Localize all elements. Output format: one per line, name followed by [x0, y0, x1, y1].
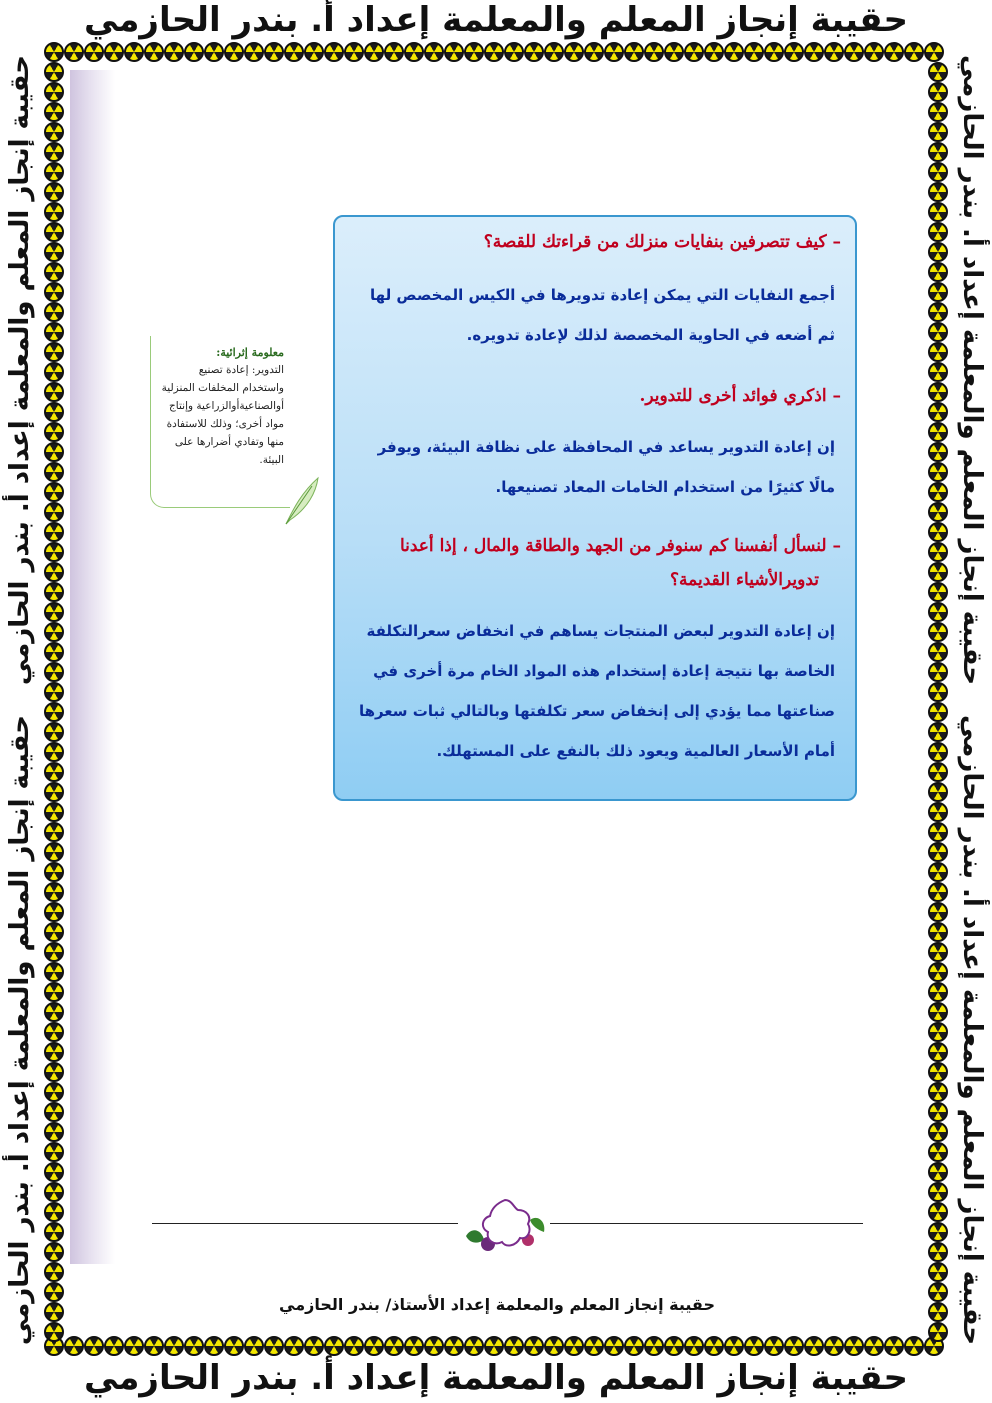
- radiation-symbol-icon: [204, 1336, 224, 1356]
- radiation-symbol-icon: [928, 922, 948, 942]
- radiation-symbol-icon: [44, 862, 64, 882]
- radiation-symbol-icon: [928, 142, 948, 162]
- radiation-symbol-icon: [864, 1336, 884, 1356]
- radiation-symbol-icon: [484, 42, 504, 62]
- radiation-symbol-icon: [44, 402, 64, 422]
- radiation-symbol-icon: [928, 722, 948, 742]
- radiation-symbol-icon: [928, 442, 948, 462]
- radiation-symbol-icon: [928, 1022, 948, 1042]
- radiation-symbol-icon: [928, 1202, 948, 1222]
- top-dot-border: [44, 42, 944, 62]
- radiation-symbol-icon: [544, 1336, 564, 1356]
- radiation-symbol-icon: [304, 42, 324, 62]
- radiation-symbol-icon: [724, 42, 744, 62]
- radiation-symbol-icon: [44, 982, 64, 1002]
- radiation-symbol-icon: [904, 42, 924, 62]
- answer-3-line-4: أمام الأسعار العالمية ويعود ذلك بالنفع على المستهلك.: [436, 742, 835, 760]
- radiation-symbol-icon: [664, 1336, 684, 1356]
- radiation-symbol-icon: [928, 162, 948, 182]
- radiation-symbol-icon: [928, 582, 948, 602]
- radiation-symbol-icon: [904, 1336, 924, 1356]
- radiation-symbol-icon: [928, 82, 948, 102]
- radiation-symbol-icon: [44, 742, 64, 762]
- radiation-symbol-icon: [584, 42, 604, 62]
- left-dot-border: [44, 62, 64, 1342]
- radiation-symbol-icon: [44, 302, 64, 322]
- radiation-symbol-icon: [764, 42, 784, 62]
- radiation-symbol-icon: [224, 1336, 244, 1356]
- radiation-symbol-icon: [104, 42, 124, 62]
- side-banner-text: حقيبة إنجاز المعلم والمعلمة إعداد أ. بندر الحازمي: [5, 54, 35, 686]
- radiation-symbol-icon: [928, 1282, 948, 1302]
- radiation-symbol-icon: [704, 1336, 724, 1356]
- radiation-symbol-icon: [44, 422, 64, 442]
- answer-1-line-1: أجمع النفايات التي يمكن إعادة تدويرها في الكيس المخصص لها: [370, 286, 835, 304]
- radiation-symbol-icon: [344, 1336, 364, 1356]
- radiation-symbol-icon: [884, 42, 904, 62]
- radiation-symbol-icon: [444, 42, 464, 62]
- radiation-symbol-icon: [844, 42, 864, 62]
- radiation-symbol-icon: [44, 802, 64, 822]
- radiation-symbol-icon: [928, 522, 948, 542]
- radiation-symbol-icon: [544, 42, 564, 62]
- radiation-symbol-icon: [44, 1062, 64, 1082]
- radiation-symbol-icon: [928, 642, 948, 662]
- radiation-symbol-icon: [764, 1336, 784, 1356]
- radiation-symbol-icon: [928, 62, 948, 82]
- info-note-body: التدوير: إعادة تصنيع واستخدام المخلفات المنزلية أوالصناعيةأوالزراعية وإنتاج مواد أخرى؛ وذلك للاستفادة منها وتفادي أضرارها على البيئة.: [161, 364, 284, 466]
- radiation-symbol-icon: [928, 902, 948, 922]
- radiation-symbol-icon: [928, 842, 948, 862]
- radiation-symbol-icon: [44, 1162, 64, 1182]
- radiation-symbol-icon: [464, 42, 484, 62]
- radiation-symbol-icon: [44, 1242, 64, 1262]
- right-side-banner: [952, 40, 992, 1360]
- radiation-symbol-icon: [928, 182, 948, 202]
- answer-3-line-1: إن إعادة التدوير لبعض المنتجات يساهم في انخفاض سعرالتكلفة: [366, 622, 835, 640]
- radiation-symbol-icon: [44, 522, 64, 542]
- radiation-symbol-icon: [44, 442, 64, 462]
- radiation-symbol-icon: [844, 1336, 864, 1356]
- question-3-line-2: تدويرالأشياء القديمة؟: [670, 570, 819, 590]
- radiation-symbol-icon: [44, 1302, 64, 1322]
- radiation-symbol-icon: [44, 162, 64, 182]
- divider-left: [152, 1223, 458, 1224]
- radiation-symbol-icon: [44, 662, 64, 682]
- radiation-symbol-icon: [44, 642, 64, 662]
- radiation-symbol-icon: [928, 482, 948, 502]
- answer-3-line-3: صناعتها مما يؤدي إلى إنخفاض سعر تكلفتها وبالتالي ثبات سعرها: [358, 702, 835, 720]
- radiation-symbol-icon: [928, 1062, 948, 1082]
- radiation-symbol-icon: [384, 42, 404, 62]
- radiation-symbol-icon: [344, 42, 364, 62]
- radiation-symbol-icon: [604, 42, 624, 62]
- radiation-symbol-icon: [44, 1322, 64, 1342]
- radiation-symbol-icon: [928, 342, 948, 362]
- radiation-symbol-icon: [928, 662, 948, 682]
- answer-2-line-2: مالًا كثيرًا من استخدام الخامات المعاد تصنيعها.: [495, 478, 835, 496]
- radiation-symbol-icon: [928, 1242, 948, 1262]
- radiation-symbol-icon: [264, 1336, 284, 1356]
- radiation-symbol-icon: [44, 962, 64, 982]
- radiation-symbol-icon: [44, 542, 64, 562]
- radiation-symbol-icon: [224, 42, 244, 62]
- radiation-symbol-icon: [928, 222, 948, 242]
- radiation-symbol-icon: [928, 502, 948, 522]
- radiation-symbol-icon: [44, 362, 64, 382]
- radiation-symbol-icon: [928, 242, 948, 262]
- radiation-symbol-icon: [928, 1082, 948, 1102]
- radiation-symbol-icon: [928, 1322, 948, 1342]
- radiation-symbol-icon: [44, 242, 64, 262]
- radiation-symbol-icon: [824, 42, 844, 62]
- side-banner-text: حقيبة إنجاز المعلم والمعلمة إعداد أ. بندر الحازمي: [957, 54, 987, 686]
- radiation-symbol-icon: [484, 1336, 504, 1356]
- radiation-symbol-icon: [444, 1336, 464, 1356]
- radiation-symbol-icon: [44, 822, 64, 842]
- radiation-symbol-icon: [804, 1336, 824, 1356]
- radiation-symbol-icon: [744, 1336, 764, 1356]
- radiation-symbol-icon: [928, 302, 948, 322]
- radiation-symbol-icon: [928, 1262, 948, 1282]
- radiation-symbol-icon: [928, 762, 948, 782]
- radiation-symbol-icon: [784, 1336, 804, 1356]
- radiation-symbol-icon: [84, 42, 104, 62]
- radiation-symbol-icon: [424, 1336, 444, 1356]
- radiation-symbol-icon: [504, 1336, 524, 1356]
- radiation-symbol-icon: [928, 262, 948, 282]
- radiation-symbol-icon: [724, 1336, 744, 1356]
- radiation-symbol-icon: [704, 42, 724, 62]
- radiation-symbol-icon: [928, 542, 948, 562]
- radiation-symbol-icon: [44, 262, 64, 282]
- radiation-symbol-icon: [44, 342, 64, 362]
- question-1: – كيف تتصرفين بنفايات منزلك من قراءتك للقصة؟: [483, 232, 841, 252]
- radiation-symbol-icon: [928, 462, 948, 482]
- side-banner-text: حقيبة إنجاز المعلم والمعلمة إعداد أ. بندر الحازمي: [957, 714, 987, 1346]
- radiation-symbol-icon: [44, 222, 64, 242]
- info-note: [150, 336, 290, 508]
- radiation-symbol-icon: [524, 42, 544, 62]
- radiation-symbol-icon: [928, 562, 948, 582]
- answer-3-line-2: الخاصة بها نتيجة إعادة إستخدام هذه المواد الخام مرة أخرى في: [373, 662, 835, 680]
- radiation-symbol-icon: [44, 182, 64, 202]
- answer-2-line-1: إن إعادة التدوير يساعد في المحافظة على نظافة البيئة، ويوفر: [377, 438, 835, 456]
- radiation-symbol-icon: [284, 1336, 304, 1356]
- radiation-symbol-icon: [928, 402, 948, 422]
- radiation-symbol-icon: [524, 1336, 544, 1356]
- radiation-symbol-icon: [928, 1162, 948, 1182]
- radiation-symbol-icon: [928, 602, 948, 622]
- radiation-symbol-icon: [928, 802, 948, 822]
- quill-icon: [282, 474, 322, 526]
- radiation-symbol-icon: [928, 782, 948, 802]
- radiation-symbol-icon: [44, 322, 64, 342]
- radiation-symbol-icon: [44, 842, 64, 862]
- radiation-symbol-icon: [44, 1002, 64, 1022]
- qa-card: [333, 215, 857, 801]
- radiation-symbol-icon: [928, 622, 948, 642]
- radiation-symbol-icon: [928, 1102, 948, 1122]
- radiation-symbol-icon: [164, 1336, 184, 1356]
- top-banner: حقيبة إنجاز المعلم والمعلمة إعداد أ. بندر الحازمي: [83, 0, 909, 40]
- radiation-symbol-icon: [384, 1336, 404, 1356]
- radiation-symbol-icon: [928, 1222, 948, 1242]
- radiation-symbol-icon: [44, 1082, 64, 1102]
- radiation-symbol-icon: [284, 42, 304, 62]
- flower-ornament-icon: [458, 1196, 552, 1258]
- radiation-symbol-icon: [744, 42, 764, 62]
- radiation-symbol-icon: [44, 702, 64, 722]
- radiation-symbol-icon: [44, 1022, 64, 1042]
- radiation-symbol-icon: [584, 1336, 604, 1356]
- radiation-symbol-icon: [928, 102, 948, 122]
- radiation-symbol-icon: [504, 42, 524, 62]
- radiation-symbol-icon: [144, 1336, 164, 1356]
- radiation-symbol-icon: [144, 42, 164, 62]
- divider-right: [550, 1223, 863, 1224]
- radiation-symbol-icon: [124, 42, 144, 62]
- radiation-symbol-icon: [44, 902, 64, 922]
- radiation-symbol-icon: [44, 622, 64, 642]
- radiation-symbol-icon: [928, 982, 948, 1002]
- radiation-symbol-icon: [44, 502, 64, 522]
- radiation-symbol-icon: [404, 42, 424, 62]
- radiation-symbol-icon: [928, 1002, 948, 1022]
- radiation-symbol-icon: [928, 882, 948, 902]
- footer-text: حقيبة إنجاز المعلم والمعلمة إعداد الأستاذ/ بندر الحازمي: [279, 1295, 715, 1314]
- radiation-symbol-icon: [404, 1336, 424, 1356]
- radiation-symbol-icon: [928, 682, 948, 702]
- radiation-symbol-icon: [244, 42, 264, 62]
- radiation-symbol-icon: [44, 1222, 64, 1242]
- radiation-symbol-icon: [928, 362, 948, 382]
- right-dot-border: [928, 62, 948, 1342]
- radiation-symbol-icon: [104, 1336, 124, 1356]
- radiation-symbol-icon: [44, 1042, 64, 1062]
- question-2: – اذكري فوائد أخرى للتدوير.: [639, 386, 841, 406]
- radiation-symbol-icon: [884, 1336, 904, 1356]
- radiation-symbol-icon: [684, 1336, 704, 1356]
- radiation-symbol-icon: [44, 82, 64, 102]
- radiation-symbol-icon: [564, 1336, 584, 1356]
- radiation-symbol-icon: [184, 1336, 204, 1356]
- radiation-symbol-icon: [928, 382, 948, 402]
- radiation-symbol-icon: [928, 1142, 948, 1162]
- radiation-symbol-icon: [424, 42, 444, 62]
- radiation-symbol-icon: [44, 682, 64, 702]
- radiation-symbol-icon: [44, 782, 64, 802]
- radiation-symbol-icon: [44, 942, 64, 962]
- radiation-symbol-icon: [44, 382, 64, 402]
- radiation-symbol-icon: [44, 102, 64, 122]
- radiation-symbol-icon: [44, 282, 64, 302]
- radiation-symbol-icon: [928, 1042, 948, 1062]
- radiation-symbol-icon: [44, 1182, 64, 1202]
- radiation-symbol-icon: [44, 1142, 64, 1162]
- radiation-symbol-icon: [44, 722, 64, 742]
- radiation-symbol-icon: [928, 742, 948, 762]
- radiation-symbol-icon: [364, 42, 384, 62]
- radiation-symbol-icon: [928, 322, 948, 342]
- radiation-symbol-icon: [204, 42, 224, 62]
- radiation-symbol-icon: [624, 42, 644, 62]
- radiation-symbol-icon: [624, 1336, 644, 1356]
- radiation-symbol-icon: [664, 42, 684, 62]
- radiation-symbol-icon: [684, 42, 704, 62]
- radiation-symbol-icon: [928, 1182, 948, 1202]
- radiation-symbol-icon: [44, 922, 64, 942]
- radiation-symbol-icon: [84, 1336, 104, 1356]
- radiation-symbol-icon: [928, 962, 948, 982]
- radiation-symbol-icon: [64, 1336, 84, 1356]
- radiation-symbol-icon: [124, 1336, 144, 1356]
- radiation-symbol-icon: [184, 42, 204, 62]
- info-note-title: معلومة إثرائية:: [216, 346, 284, 359]
- radiation-symbol-icon: [564, 42, 584, 62]
- side-banner-text: حقيبة إنجاز المعلم والمعلمة إعداد أ. بندر الحازمي: [5, 714, 35, 1346]
- radiation-symbol-icon: [864, 42, 884, 62]
- radiation-symbol-icon: [364, 1336, 384, 1356]
- radiation-symbol-icon: [928, 702, 948, 722]
- answer-1-line-2: ثم أضعه في الحاوية المخصصة لذلك لإعادة تدويره.: [466, 326, 835, 344]
- radiation-symbol-icon: [324, 1336, 344, 1356]
- radiation-symbol-icon: [928, 1302, 948, 1322]
- radiation-symbol-icon: [44, 882, 64, 902]
- radiation-symbol-icon: [44, 1122, 64, 1142]
- radiation-symbol-icon: [928, 202, 948, 222]
- radiation-symbol-icon: [44, 462, 64, 482]
- radiation-symbol-icon: [928, 282, 948, 302]
- radiation-symbol-icon: [44, 142, 64, 162]
- radiation-symbol-icon: [928, 122, 948, 142]
- question-3-line-1: – لنسأل أنفسنا كم سنوفر من الجهد والطاقة والمال ، إذا أعدنا: [399, 536, 841, 556]
- radiation-symbol-icon: [304, 1336, 324, 1356]
- radiation-symbol-icon: [44, 202, 64, 222]
- radiation-symbol-icon: [924, 42, 944, 62]
- radiation-symbol-icon: [44, 42, 64, 62]
- left-side-banner: [0, 40, 40, 1360]
- bottom-banner: حقيبة إنجاز المعلم والمعلمة إعداد أ. بندر الحازمي: [83, 1358, 909, 1398]
- radiation-symbol-icon: [928, 422, 948, 442]
- radiation-symbol-icon: [784, 42, 804, 62]
- radiation-symbol-icon: [44, 602, 64, 622]
- radiation-symbol-icon: [44, 122, 64, 142]
- radiation-symbol-icon: [644, 42, 664, 62]
- radiation-symbol-icon: [264, 42, 284, 62]
- radiation-symbol-icon: [244, 1336, 264, 1356]
- radiation-symbol-icon: [464, 1336, 484, 1356]
- radiation-symbol-icon: [928, 1122, 948, 1142]
- radiation-symbol-icon: [928, 862, 948, 882]
- radiation-symbol-icon: [44, 582, 64, 602]
- bottom-dot-border: [44, 1336, 944, 1356]
- radiation-symbol-icon: [164, 42, 184, 62]
- radiation-symbol-icon: [644, 1336, 664, 1356]
- radiation-symbol-icon: [64, 42, 84, 62]
- radiation-symbol-icon: [44, 562, 64, 582]
- radiation-symbol-icon: [44, 762, 64, 782]
- radiation-symbol-icon: [824, 1336, 844, 1356]
- radiation-symbol-icon: [928, 822, 948, 842]
- radiation-symbol-icon: [44, 62, 64, 82]
- radiation-symbol-icon: [44, 482, 64, 502]
- radiation-symbol-icon: [44, 1282, 64, 1302]
- radiation-symbol-icon: [324, 42, 344, 62]
- radiation-symbol-icon: [44, 1262, 64, 1282]
- radiation-symbol-icon: [44, 1102, 64, 1122]
- radiation-symbol-icon: [604, 1336, 624, 1356]
- radiation-symbol-icon: [44, 1202, 64, 1222]
- radiation-symbol-icon: [928, 942, 948, 962]
- radiation-symbol-icon: [804, 42, 824, 62]
